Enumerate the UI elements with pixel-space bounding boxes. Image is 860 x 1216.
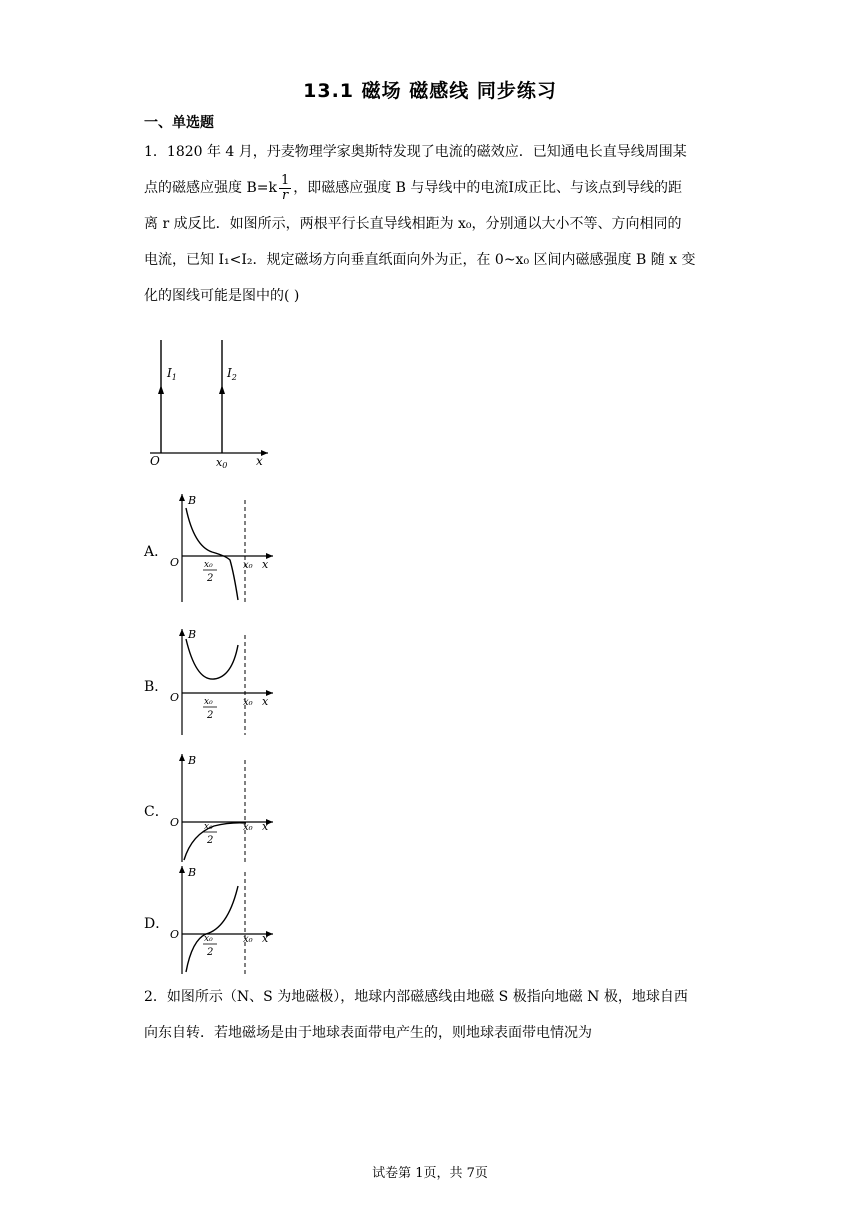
fraction-1-over-r (279, 174, 291, 203)
svg-text:x0: x0 (216, 456, 228, 470)
svg-text:x: x (262, 932, 269, 945)
wires-figure (140, 335, 275, 470)
option-b-label: B． (144, 679, 169, 695)
q1-line-2 (144, 170, 720, 206)
svg-text:O: O (170, 691, 180, 704)
svg-text:x₀: x₀ (204, 697, 213, 707)
fraction-denominator: r (281, 187, 289, 203)
x-axis-label: x (256, 454, 263, 468)
svg-text:x₀: x₀ (243, 697, 253, 708)
svg-text:x: x (262, 695, 269, 708)
q1-line-3: 离 r 成反比．如图所示，两根平行长直导线相距为 x₀，分别通以大小不等、方向相同的 (144, 216, 682, 232)
question-2 (144, 979, 720, 1051)
q1-line-2b: ，即磁感应强度 B 与导线中的电流I成正比、与该点到导线的距 (293, 180, 682, 196)
q2-line-2: 向东自转．若地磁场是由于地球表面带电产生的，则地球表面带电情况为 (144, 1025, 592, 1041)
svg-text:x₀: x₀ (243, 934, 253, 945)
svg-text:x: x (262, 820, 269, 833)
question-1 (144, 134, 720, 314)
svg-text:x₀: x₀ (243, 822, 253, 833)
svg-text:O: O (170, 816, 180, 829)
svg-text:B: B (188, 628, 197, 641)
svg-text:B: B (188, 494, 197, 507)
q2-line-1: 2．如图所示（N、S 为地磁极），地球内部磁感线由地磁 S 极指向地磁 N 极，地球自西 (144, 989, 688, 1005)
svg-text:x: x (262, 558, 269, 571)
page-footer: 试卷第 1页，共 7页 (372, 1166, 488, 1181)
option-c-label: C． (144, 804, 169, 820)
origin-label: O (150, 454, 160, 468)
svg-text:x₀: x₀ (204, 934, 213, 944)
q1-line-4: 电流，已知 I₁<I₂．规定磁场方向垂直纸面向外为正，在 0~x₀ 区间内磁感强度 B 随 x 变 (144, 252, 696, 268)
svg-text:x₀: x₀ (243, 560, 253, 571)
svg-text:I2: $I_2$ (227, 366, 237, 382)
svg-text:2: 2 (207, 947, 214, 958)
graph-option-a (168, 490, 283, 605)
graph-option-d (168, 862, 283, 977)
option-a-label: A． (144, 544, 169, 560)
svg-text:B: B (188, 754, 197, 767)
svg-text:O: O (170, 556, 180, 569)
section-heading: 一、单选题 (144, 115, 214, 131)
svg-text:2: 2 (207, 710, 214, 721)
graph-option-c (168, 750, 283, 865)
q1-line-1: 1．1820 年 4 月，丹麦物理学家奥斯特发现了电流的磁效应．已知通电长直导线周围某 (144, 144, 687, 160)
svg-text:I1: $I_1$ (167, 366, 177, 382)
graph-option-b (168, 625, 283, 740)
svg-text:O: O (170, 928, 180, 941)
option-d-label: D． (144, 916, 170, 932)
svg-text:x₀: x₀ (204, 560, 213, 570)
svg-text:2: 2 (207, 573, 214, 584)
svg-text:2: 2 (207, 835, 214, 846)
svg-text:x₀: x₀ (204, 822, 213, 832)
fraction-numerator: 1 (280, 172, 290, 188)
q1-line-5: 化的图线可能是图中的( ) (144, 288, 300, 304)
svg-text:B: B (188, 866, 197, 879)
page-title: 13.1 磁场 磁感线 同步练习 (303, 80, 557, 102)
q1-line-2a: 点的磁感应强度 B=k (144, 180, 277, 196)
